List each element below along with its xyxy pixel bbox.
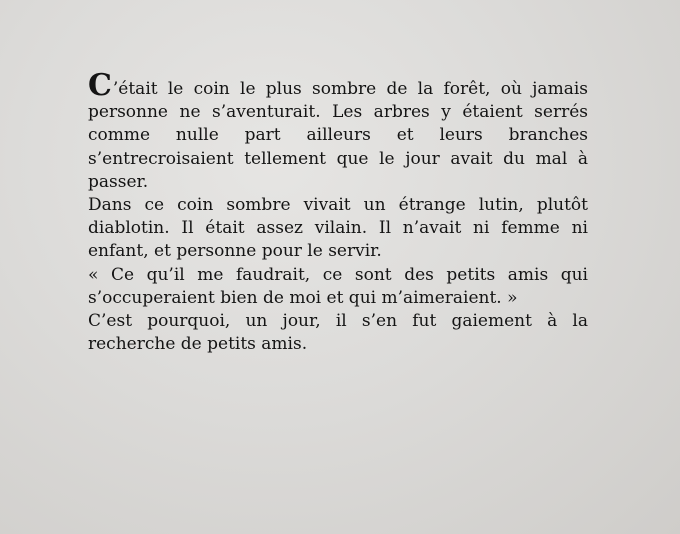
story-text (88, 68, 588, 356)
paragraph-1 (88, 68, 588, 194)
drop-cap: C (88, 68, 112, 103)
paragraph-4: C’est pourquoi, un jour, il s’en fut gaiement à la recherche de petits amis. (88, 311, 588, 355)
paragraph-3: « Ce qu’il me faudrait, ce sont des petits amis qui s’occuperaient bien de moi et qui m’aimeraient. » (88, 264, 588, 308)
paragraph-1-text: ’était le coin le plus sombre de la forêt, où jamais personne ne s’aventurait. Les arbres y étaient serrés comme nulle part ailleurs et leurs branches s’entrecroisaient tellement que le jour avait du mal à passer. (88, 79, 588, 192)
paragraph-2: Dans ce coin sombre vivait un étrange lutin, plutôt diablotin. Il était assez vilain. Il n’avait ni femme ni enfant, et personne pour le servir. (88, 195, 588, 262)
